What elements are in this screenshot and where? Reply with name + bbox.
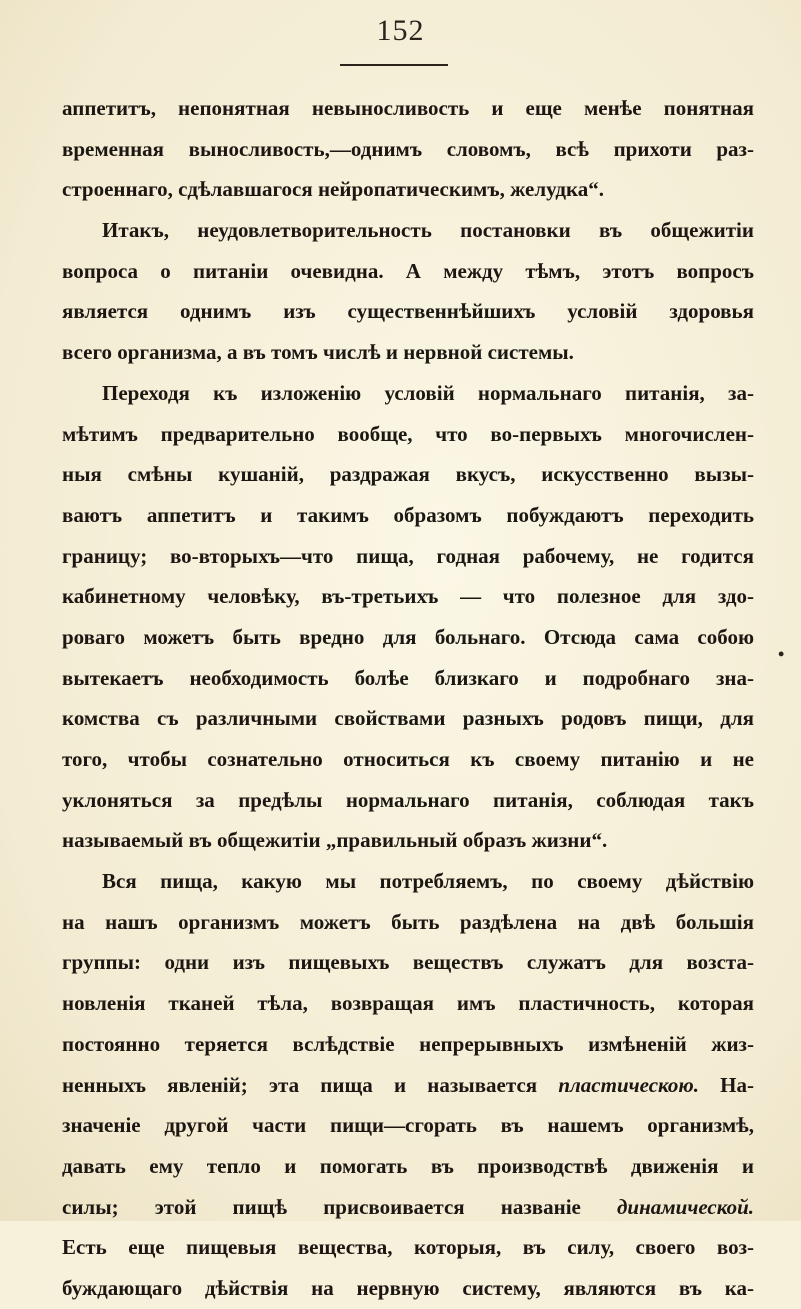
text-line (62, 1187, 754, 1228)
text-line (62, 536, 754, 577)
text-line-content: буждающаго дѣйствія на нервную систему, являются въ ка- (62, 1275, 754, 1300)
text-line-content: Вся пища, какую мы потребляемъ, по своему дѣйствію (102, 869, 754, 894)
text-line-content: давать ему тепло и помогать въ производствѣ движенія и (62, 1153, 754, 1178)
text-line-content: Переходя къ изложенію условій нормальнаго питанія, за- (102, 380, 754, 405)
text-line (62, 1105, 754, 1146)
text-line-content: строеннаго, сдѣлавшагося нейропатическимъ, желудка“. (62, 177, 604, 202)
text-line-content: вопроса о питаніи очевидна. А между тѣмъ, этотъ вопросъ (62, 258, 754, 283)
header-rule (340, 64, 448, 66)
text-line (62, 1227, 754, 1268)
text-line (62, 454, 754, 495)
text-line-tail: На- (698, 1072, 754, 1097)
text-line-content: ныя смѣны кушаній, раздражая вкусъ, искусственно вызы- (62, 462, 754, 487)
text-line-content: ненныхъ явленій; эта пища и называется (62, 1072, 538, 1097)
text-line-content: является однимъ изъ существеннѣйшихъ условій здоровья (62, 299, 754, 324)
text-line-content: вытекаетъ необходимость болѣе близкаго и подробнаго зна- (62, 665, 754, 690)
text-line (62, 332, 754, 373)
text-line (62, 210, 754, 251)
text-line (62, 88, 754, 129)
text-line (62, 414, 754, 455)
text-line-content: Есть еще пищевыя вещества, которыя, въ силу, своего воз- (62, 1235, 754, 1260)
text-line-content: кабинетному человѣку, въ-третьихъ — что полезное для здо- (62, 584, 754, 609)
body-text (62, 88, 754, 1309)
text-line-content: комства съ различными свойствами разныхъ родовъ пищи, для (62, 706, 754, 731)
text-line-content: новленія тканей тѣла, возвращая имъ пластичность, которая (62, 991, 754, 1016)
text-line-content: аппетитъ, непонятная невыносливость и еще менѣе понятная (62, 96, 754, 120)
text-line-content: границу; во-вторыхъ—что пища, годная рабочему, не годится (62, 543, 754, 568)
text-line (62, 739, 754, 780)
text-line-content: постоянно теряется вслѣдствіе непрерывныхъ измѣненій жиз- (62, 1031, 754, 1056)
text-line-content: значеніе другой части пищи—сгорать въ нашемъ организмѣ, (62, 1113, 754, 1138)
text-line (62, 291, 754, 332)
italic-term: пластическою. (558, 1072, 699, 1097)
text-line (62, 129, 754, 170)
text-line (62, 251, 754, 292)
text-line-content: на нашъ организмъ можетъ быть раздѣлена на двѣ большія (62, 909, 754, 934)
text-line (62, 169, 754, 210)
text-line-content: уклоняться за предѣлы нормальнаго питанія, соблюдая такъ (62, 787, 754, 812)
text-line (62, 698, 754, 739)
text-line (62, 617, 754, 658)
text-line-content: временная выносливость,—однимъ словомъ, всѣ прихоти раз- (62, 136, 754, 161)
page-number: 152 (376, 14, 425, 47)
text-line (62, 495, 754, 536)
text-line (62, 373, 754, 414)
text-line (62, 576, 754, 617)
text-line (62, 658, 754, 699)
text-line-content: ваютъ аппетитъ и такимъ образомъ побуждаютъ переходить (62, 502, 754, 527)
text-line (62, 902, 754, 943)
text-line (62, 983, 754, 1024)
text-line-content: всего организма, а въ томъ числѣ и нервной системы. (62, 340, 574, 365)
text-line-content: того, чтобы сознательно относиться къ своему питанію и не (62, 747, 754, 771)
text-line (62, 942, 754, 983)
text-line (62, 1146, 754, 1187)
text-line (62, 1024, 754, 1065)
text-line (62, 1268, 754, 1309)
text-line-content: группы: одни изъ пищевыхъ веществъ служатъ для возста- (62, 950, 754, 975)
text-line-content: роваго можетъ быть вредно для больнаго. Отсюда сама собою (62, 624, 754, 649)
text-line-content: мѣтимъ предварительно вообще, что во-первыхъ многочислен- (62, 421, 754, 446)
margin-mark: • (778, 644, 785, 664)
text-line (62, 1065, 754, 1106)
italic-term: динамической. (617, 1194, 754, 1219)
text-line-content: Итакъ, неудовлетворительность постановки въ общежитіи (102, 218, 754, 243)
text-line-content: силы; этой пищѣ присвоивается названіе (62, 1194, 581, 1219)
text-line (62, 780, 754, 821)
text-line-content: называемый въ общежитіи „правильный образъ жизни“. (62, 828, 608, 853)
text-line (62, 820, 754, 861)
text-line (62, 861, 754, 902)
